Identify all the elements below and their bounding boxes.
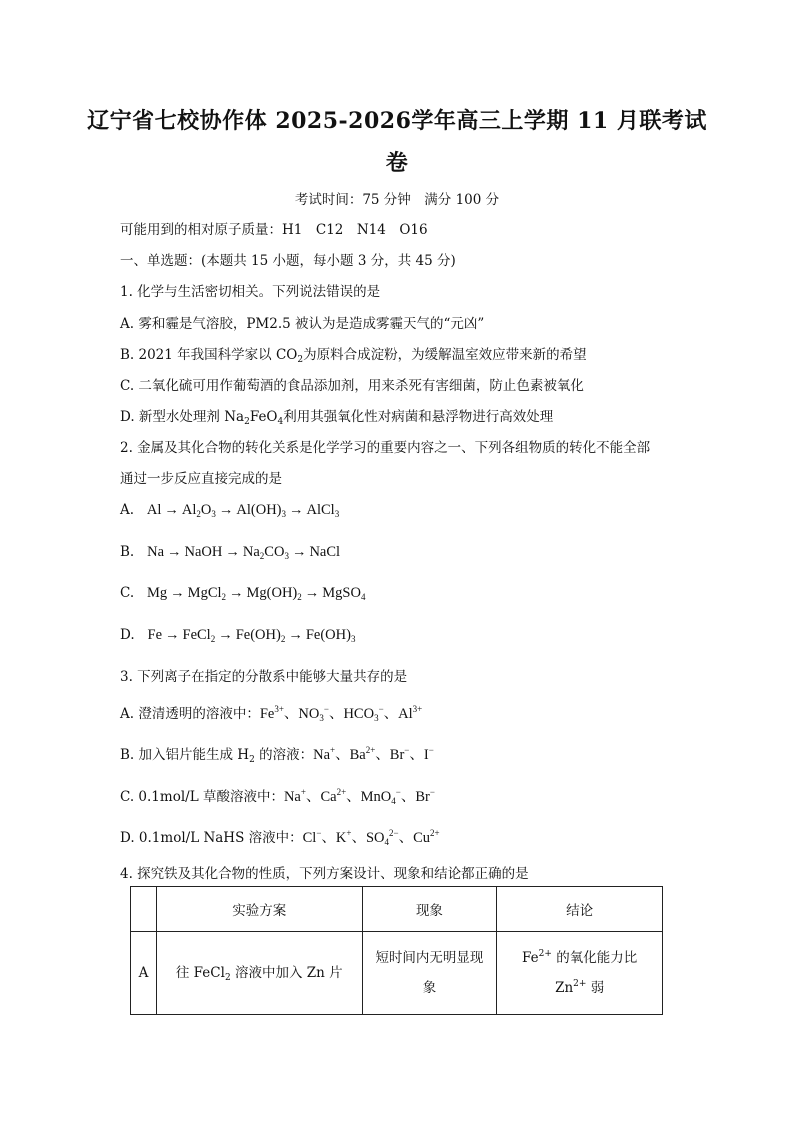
q1-stem: 1. 化学与生活密切相关。下列说法错误的是	[120, 284, 381, 300]
q2-option-b: B. Na → NaOH → $Na_2CO_3$ → NaCl	[120, 544, 341, 561]
q2-stem-line2: 通过一步反应直接完成的是	[120, 471, 282, 487]
q2-option-d: D. Fe → FeCl$_2$ → $Fe(OH)_2 \to Fe(OH)_3$	[120, 627, 356, 644]
experiment-table	[130, 886, 663, 1015]
q2-option-c: C. Mg → MgCl$_2$ → $Mg(OH)_2$ → MgSO$_4$	[120, 585, 366, 602]
q2-stem-line1: 2. 金属及其化合物的转化关系是化学学习的重要内容之一、下列各组物质的转化不能全部	[120, 440, 651, 456]
section-heading: 一、单选题：(本题共 15 小题，每小题 3 分，共 45 分)	[120, 253, 456, 269]
phenomenon-cell: 短时间内无明显现 象	[362, 932, 497, 1015]
exam-info: 考试时间：75 分钟 满分 100 分	[294, 192, 500, 208]
q1-option-d: D. 新型水处理剂 $Na_2FeO_4$利用其强氧化性对病菌和悬浮物进行高效处理	[120, 409, 554, 427]
table-header-cell	[131, 887, 157, 932]
atomic-masses: 可能用到的相对原子质量：H1 C12 N14 O16	[120, 222, 428, 238]
table-header-cell: 实验方案	[156, 887, 362, 932]
q3-option-d: D. 0.1mol/L NaHS 溶液中：Cl−、K+、$SO_4^{2-}$、$Cu^{2+}$	[120, 828, 440, 847]
q3-option-c: C. 0.1mol/L 草酸溶液中：Na+、$Ca^{2+}$、MnO$_4$−、Br−	[120, 787, 435, 806]
q4-stem: 4. 探究铁及其化合物的性质，下列方案设计、现象和结论都正确的是	[120, 866, 529, 882]
q3-stem: 3. 下列离子在指定的分散系中能够大量共存的是	[120, 669, 408, 685]
row-label: A	[131, 932, 157, 1015]
exam-title-line1: 辽宁省七校协作体 2025-2026学年高三上学期 11 月联考试	[87, 108, 707, 134]
plan-cell: 往 FeCl$_2$ 溶液中加入 Zn 片	[156, 932, 362, 1015]
q3-option-a: A. 澄清透明的溶液中：$Fe^{3+}$、$NO_3^-$、$HCO_3^-$、$Al^{3+}$	[120, 704, 423, 723]
table-row	[131, 932, 663, 1015]
table-header-cell: 现象	[362, 887, 497, 932]
q2-option-a: A. $Al \to Al_2O_3 \to Al(OH)_3$ → AlCl$_3$	[120, 502, 340, 519]
q1-option-c: C. 二氧化硫可用作葡萄酒的食品添加剂，用来杀死有害细菌，防止色素被氧化	[120, 378, 584, 394]
q3-option-b: B. 加入铝片能生成 $H_2$ 的溶液：Na+、$Ba^{2+}$、Br−、I−	[120, 745, 434, 765]
conclusion-cell: $Fe^{2+}$ 的氧化能力比 $Zn^{2+}$ 弱	[497, 932, 663, 1015]
table-header-row	[131, 887, 663, 932]
table-header-cell: 结论	[497, 887, 663, 932]
exam-title-line2: 卷	[385, 150, 409, 176]
q1-option-b: B. 2021 年我国科学家以 $CO_2$为原料合成淀粉，为缓解温室效应带来新的希望	[120, 347, 587, 365]
q1-option-a: A. 雾和霾是气溶胶，PM2.5 被认为是造成雾霾天气的“元凶”	[120, 316, 485, 332]
